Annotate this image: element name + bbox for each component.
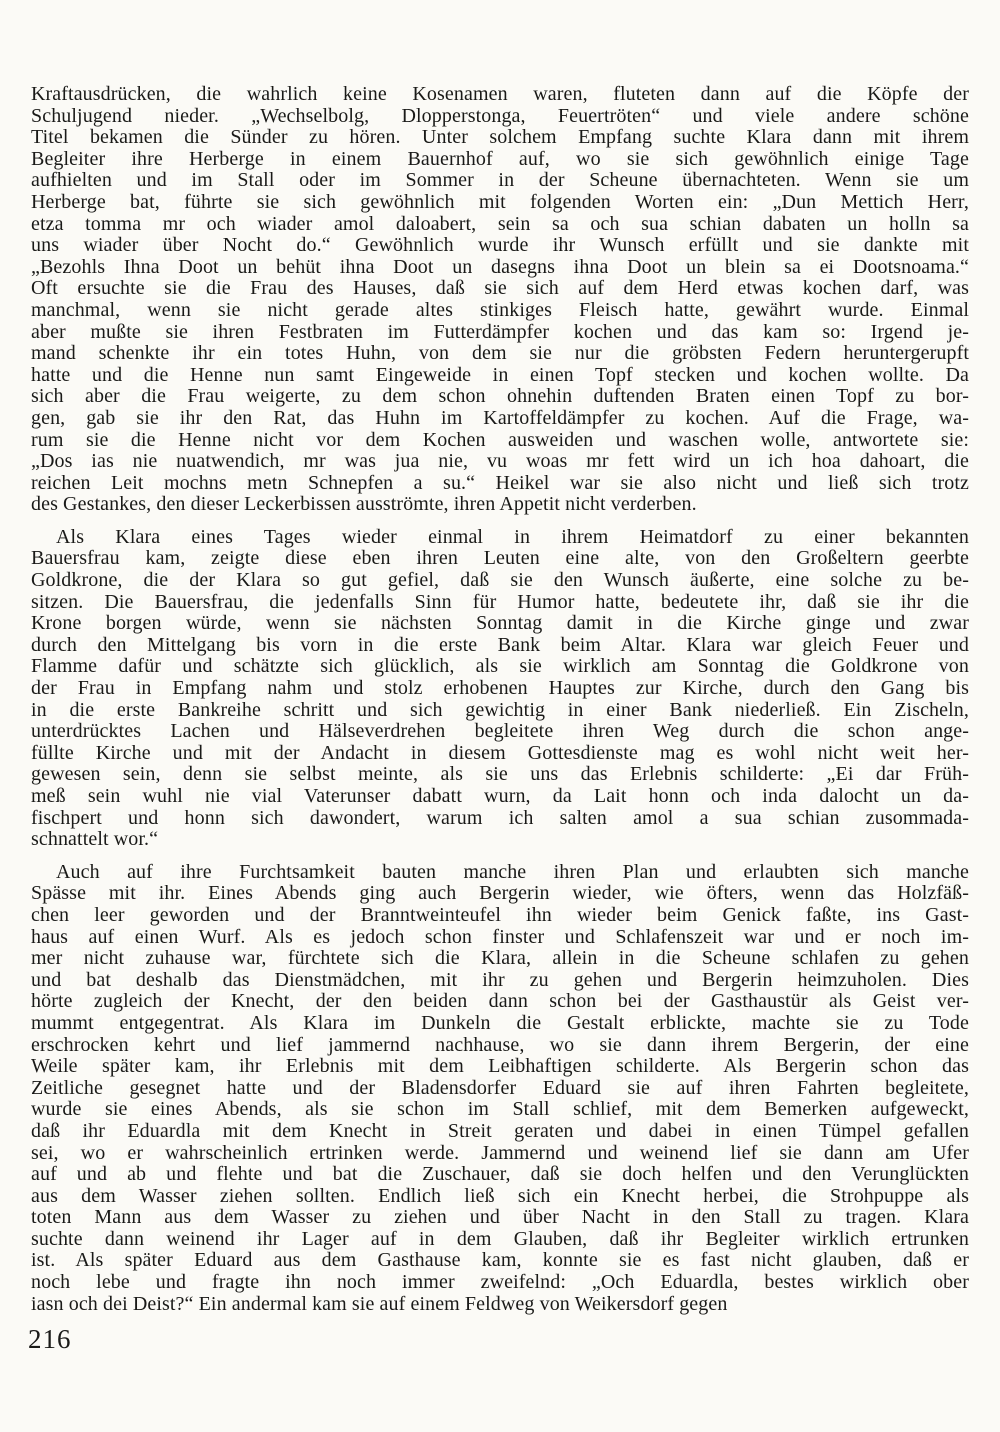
text-line: Oft ersuchte sie die Frau des Hauses, daß sie sich auf dem Herd etwas kochen darf, was [31, 277, 969, 300]
text-line: Als Klara eines Tages wieder einmal in ihrem Heimatdorf zu einer bekannten [56, 525, 969, 548]
text-line: schnattelt wor.“ [31, 828, 159, 851]
page-number: 216 [28, 1324, 72, 1354]
text-line: fischpert und honn sich dawondert, warum ich salten amol a sua schian zusommada- [31, 806, 969, 829]
text-line: mand schenkte ihr ein totes Huhn, von dem sie nur die gröbsten Federn heruntergerupft [31, 342, 969, 365]
text-line: uns wiader über Nocht do.“ Gewöhnlich wurde ihr Wunsch erfüllt und sie dankte mit [31, 234, 969, 257]
text-line: Kraftausdrücken, die wahrlich keine Kosenamen waren, fluteten dann auf die Köpfe der [31, 83, 969, 105]
text-line: sitzen. Die Bauersfrau, die jedenfalls Sinn für Humor hatte, bedeutete ihr, daß sie ihr die [31, 590, 969, 613]
text-line: durch den Mittelgang bis vorn in die erste Bank beim Altar. Klara war gleich Feuer und [31, 633, 969, 656]
text-line: noch lebe und fragte ihn noch immer zweifelnd: „Och Eduardla, bestes wirklich ober [31, 1271, 969, 1294]
text-line: daß ihr Eduardla mit dem Knecht in Streit geraten und dabei in einen Tümpel gefallen [31, 1119, 969, 1142]
text-line: füllte Kirche und mit der Andacht in diesem Gottesdienste mag es wohl nicht weit her- [31, 741, 969, 764]
text-line: haus auf einen Wurf. Als es jedoch schon finster und Schlafenszeit war und er noch im- [31, 925, 969, 948]
text-line: sich aber die Frau weigerte, zu dem schon ohnehin duftenden Braten einen Topf zu bor- [31, 385, 969, 408]
text-line: reichen Leit mochns metn Schnepfen a su.“ Heikel war sie also nicht und ließ sich trotz [31, 471, 969, 494]
text-line: iasn och dei Deist?“ Ein andermal kam sie auf einem Feldweg von Weikersdorf gegen [31, 1292, 728, 1315]
text-line: in die erste Bankreihe schritt und sich gewichtig in einer Bank niederließ. Ein Zischeln, [31, 698, 969, 721]
text-line: etza tomma mr och wiader amol daloabert, sein sa och sua schian dabaten un holln sa [31, 212, 969, 235]
text-line: der Frau in Empfang nahm und stolz erhobenen Hauptes zur Kirche, durch den Gang bis [31, 677, 969, 700]
text-line: „Bezohls Ihna Doot un behüt ihna Doot un dasegns ihna Doot un blein sa ei Dootsnoama.“ [31, 255, 969, 278]
text-line: Begleiter ihre Herberge in einem Bauernhof auf, wo sie sich gewöhnlich einige Tage [31, 147, 969, 170]
text-line: gen, gab sie ihr den Rat, das Huhn im Kartoffeldämpfer zu kochen. Auf die Frage, wa- [31, 406, 969, 429]
text-line: hatte und die Henne nun samt Eingeweide in einen Topf stecken und kochen wollte. Da [31, 363, 969, 386]
text-line: aber mußte sie ihren Festbraten im Futterdämpfer kochen und das kam so: Irgend je- [31, 320, 969, 343]
text-line: auf und ab und flehte und bat die Zuschauer, daß sie doch helfen und den Verunglückten [31, 1163, 969, 1186]
text-line: rum sie die Henne nicht vor dem Kochen ausweiden und waschen wolle, antwortete sie: [31, 428, 969, 451]
text-line: sei, wo er wahrscheinlich ertrinken werde. Jammernd und weinend lief sie dann am Ufer [31, 1141, 969, 1164]
text-line: mer nicht zuhause war, fürchtete sich die Klara, allein in die Scheune schlafen zu gehen [31, 947, 969, 970]
paragraph [31, 84, 969, 516]
text-line: und bat deshalb das Dienstmädchen, mit ihr zu gehen und Bergerin heimzuholen. Dies [31, 968, 969, 991]
text-line: mummt entgegentrat. Als Klara im Dunkeln die Gestalt erblickte, machte sie zu Tode [31, 1011, 969, 1034]
text-line: Flamme dafür und schätzte sich glücklich, als sie wirklich am Sonntag die Goldkrone von [31, 655, 969, 678]
text-block [31, 84, 969, 1326]
paragraph [31, 527, 969, 851]
text-line: erschrocken kehrt und lief jammernd nachhause, wo sie dann ihrem Bergerin, der eine [31, 1033, 969, 1056]
text-line: Krone borgen würde, wenn sie nächsten Sonntag damit in die Kirche ginge und zwar [31, 612, 969, 635]
text-line: unterdrücktes Lachen und Hälseverdrehen begleitete ihren Weg durch die schon ange- [31, 720, 969, 743]
text-line: Auch auf ihre Furchtsamkeit bauten manche ihren Plan und erlaubten sich manche [56, 860, 969, 883]
text-line: Weile später kam, ihr Erlebnis mit dem Leibhaftigen schilderte. Als Bergerin schon das [31, 1055, 969, 1078]
text-line: hörte zugleich der Knecht, der den beiden dann schon bei der Gasthaustür als Geist ver- [31, 990, 969, 1013]
text-line: aufhielten und im Stall oder im Sommer in der Scheune übernachteten. Wenn sie um [31, 169, 969, 192]
text-line: „Dos ias nie nuatwendich, mr was jua nie, vu woas mr fett wird un ich hoa dahoart, die [31, 450, 969, 473]
text-line: aus dem Wasser ziehen sollten. Endlich ließ sich ein Knecht herbei, die Strohpuppe als [31, 1184, 969, 1207]
text-line: chen leer geworden und der Branntweinteufel ihn wieder beim Genick faßte, ins Gast- [31, 903, 969, 926]
text-line: wurde sie eines Abends, als sie schon im Stall schlief, mit dem Bemerken aufgeweckt, [31, 1098, 969, 1121]
text-line: Spässe mit ihr. Eines Abends ging auch Bergerin wieder, wie öfters, wenn das Holzfäß- [31, 882, 969, 905]
text-line: toten Mann aus dem Wasser zu ziehen und über Nacht in den Stall zu tragen. Klara [31, 1206, 969, 1229]
text-line: Herberge bat, führte sie sich gewöhnlich mit folgenden Worten ein: „Dun Mettich Herr, [31, 190, 969, 213]
text-line: Zeitliche gesegnet hatte und der Bladensdorfer Eduard sie auf ihren Fahrten begleitete, [31, 1076, 969, 1099]
text-line: suchte dann weinend ihr Lager auf in dem Glauben, daß ihr Begleiter wirklich ertrunken [31, 1227, 969, 1250]
text-line: Schuljugend nieder. „Wechselbolg, Dlopperstonga, Feuertröten“ und viele andere schöne [31, 104, 969, 127]
paragraph [31, 862, 969, 1315]
text-line: meß sein wuhl nie vial Vaterunser dabatt wurn, da Lait honn och inda dalocht un da- [31, 785, 969, 807]
text-line: gewesen sein, denn sie selbst meinte, als sie uns das Erlebnis schilderte: „Ei dar Früh- [31, 763, 969, 786]
text-line: Titel bekamen die Sünder zu hören. Unter solchem Empfang suchte Klara dann mit ihrem [31, 126, 969, 149]
text-line: Goldkrone, die der Klara so gut gefiel, daß sie den Wunsch äußerte, eine solche zu be- [31, 569, 969, 592]
text-line: des Gestankes, den dieser Leckerbissen ausströmte, ihren Appetit nicht verderben. [31, 493, 697, 516]
text-line: manchmal, wenn sie nicht gerade altes stinkiges Fleisch hatte, gewährt wurde. Einmal [31, 298, 969, 321]
text-line: Bauersfrau kam, zeigte diese eben ihren Leuten eine alte, von den Großeltern geerbte [31, 547, 969, 570]
text-line: ist. Als später Eduard aus dem Gasthause kam, konnte sie es fast nicht glauben, daß er [31, 1249, 969, 1272]
